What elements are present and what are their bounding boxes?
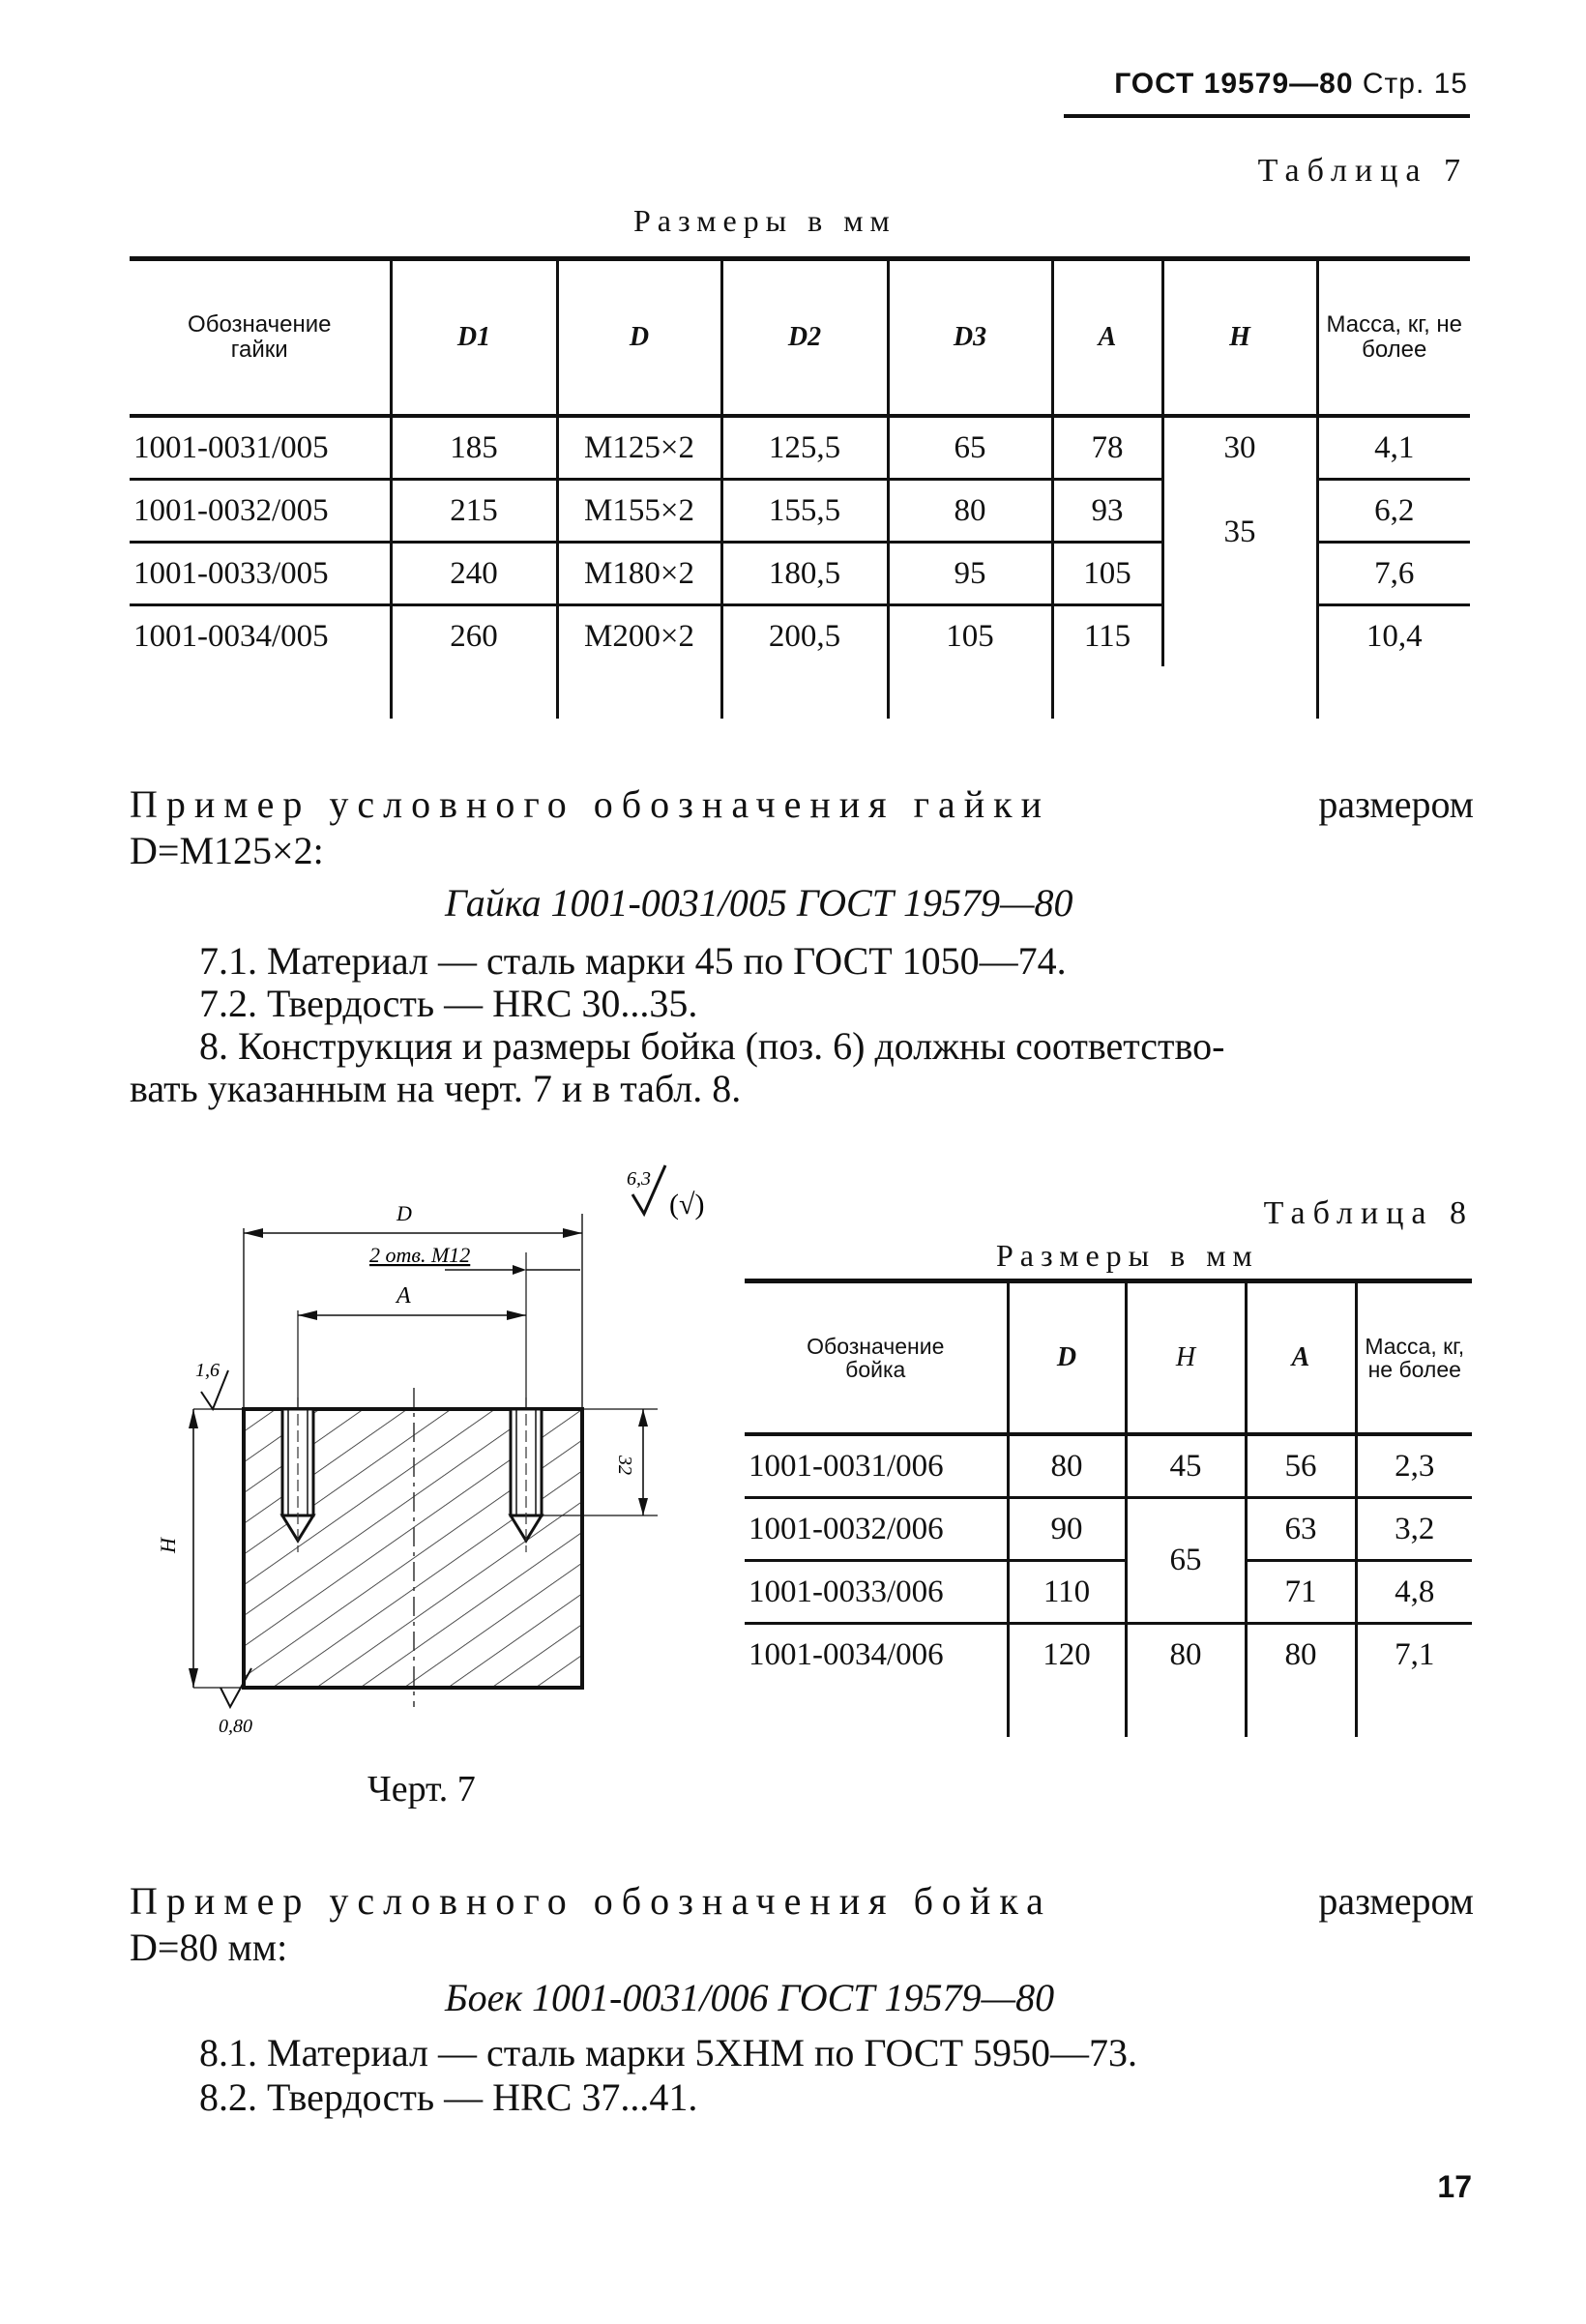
table-cell: 1001-0033/005 [130, 543, 391, 605]
table-cell: 260 [391, 605, 557, 667]
clauses2 [130, 2031, 1474, 2120]
table-row [745, 1434, 1472, 1498]
table-cell: 1001-0031/006 [745, 1434, 1008, 1498]
clauses1 [130, 940, 1474, 1110]
table-cell: 120 [1008, 1624, 1126, 1686]
drawing-figure-7 [155, 1156, 754, 1755]
table7-caption: Таблица 7 [1257, 153, 1468, 189]
page-header [1114, 68, 1468, 101]
example1-text-end: размером [1318, 782, 1474, 826]
table-cell: 180,5 [721, 543, 888, 605]
figure-caption: Черт. 7 [367, 1769, 476, 1809]
table-cell: M125×2 [557, 416, 721, 480]
table-cell: 110 [1008, 1561, 1126, 1624]
table-8 [745, 1279, 1472, 1737]
table7-header-row [130, 259, 1470, 417]
table-cell: M180×2 [557, 543, 721, 605]
table7-sizes-note: Размеры в мм [633, 203, 896, 238]
table-cell: 6,2 [1317, 480, 1470, 543]
roughness-top: 1,6 [195, 1360, 220, 1381]
table-cell: 65 [1126, 1498, 1246, 1624]
table7-header-cell: Масса, кг, не более [1317, 259, 1470, 417]
table8-header-cell: A [1246, 1281, 1356, 1435]
table-cell: 115 [1052, 605, 1162, 667]
table-cell: 65 [888, 416, 1052, 480]
table7-header-cell: D3 [888, 259, 1052, 417]
example2-size: D=80 мм: [130, 1926, 288, 1969]
table8-sizes-note: Размеры в мм [996, 1238, 1259, 1273]
table-cell: M155×2 [557, 480, 721, 543]
dim-label-h: H [156, 1538, 180, 1553]
roughness-other-symbol: (√) [669, 1189, 705, 1221]
dim-label-a: A [396, 1283, 411, 1309]
table-cell: 63 [1246, 1498, 1356, 1561]
table-cell: 7,6 [1317, 543, 1470, 605]
table-cell: 7,1 [1356, 1624, 1472, 1686]
page-label: Стр. 15 [1362, 68, 1468, 100]
table-cell: 95 [888, 543, 1052, 605]
table-cell: 93 [1052, 480, 1162, 543]
table-7 [130, 256, 1470, 719]
table8-header-cell: H [1126, 1281, 1246, 1435]
table8-tail [745, 1685, 1472, 1737]
clause-8-2: 8.2. Твердость — HRC 37...41. [199, 2075, 698, 2119]
clause-7-2: 7.2. Твердость — HRC 30...35. [199, 982, 698, 1025]
header-rule [1064, 114, 1470, 118]
table7-header-cell: D1 [391, 259, 557, 417]
table-row [130, 480, 1470, 543]
table-cell: 1001-0033/006 [745, 1561, 1008, 1624]
table-cell: 105 [1052, 543, 1162, 605]
table-cell: 30 [1162, 416, 1317, 480]
table8-header-cell: Обозначение бойка [745, 1281, 1008, 1435]
table8-caption: Таблица 8 [1263, 1195, 1474, 1231]
example2-designation: Боек 1001-0031/006 ГОСТ 19579—80 [445, 1976, 1055, 2019]
table-cell: 80 [888, 480, 1052, 543]
dim-label-holes: 2 отв. M12 [369, 1243, 471, 1267]
table7-tail [130, 666, 1470, 719]
table-cell: 3,2 [1356, 1498, 1472, 1561]
table7-header-cell: D2 [721, 259, 888, 417]
table-cell: 10,4 [1317, 605, 1470, 667]
example2 [130, 1878, 1474, 1971]
roughness-bottom: 0,80 [219, 1716, 252, 1737]
table-cell: 200,5 [721, 605, 888, 667]
table-cell: 4,1 [1317, 416, 1470, 480]
table-cell: 1001-0032/005 [130, 480, 391, 543]
table-row [745, 1561, 1472, 1624]
clause-7-1: 7.1. Материал — сталь марки 45 по ГОСТ 1050—74. [199, 939, 1067, 983]
table-cell: 4,8 [1356, 1561, 1472, 1624]
table7-header-cell: H [1162, 259, 1317, 417]
page-number: 17 [1437, 2169, 1472, 2204]
example1 [130, 781, 1474, 874]
table-cell: 78 [1052, 416, 1162, 480]
table-cell: 1001-0031/005 [130, 416, 391, 480]
example2-text-end: размером [1318, 1879, 1474, 1923]
standard-number: ГОСТ 19579—80 [1114, 68, 1354, 100]
dim-label-d: D [396, 1201, 412, 1225]
example1-designation: Гайка 1001-0031/005 ГОСТ 19579—80 [445, 881, 1073, 925]
table8-header-cell: D [1008, 1281, 1126, 1435]
table-row [745, 1498, 1472, 1561]
table-cell: 80 [1126, 1624, 1246, 1686]
table-row [130, 416, 1470, 480]
table-cell: 105 [888, 605, 1052, 667]
table-cell: 185 [391, 416, 557, 480]
table-cell: M200×2 [557, 605, 721, 667]
table-cell: 1001-0034/006 [749, 1636, 944, 1672]
table-cell: 1001-0034/005 [133, 618, 329, 654]
table-cell: 71 [1246, 1561, 1356, 1624]
table-cell: 155,5 [721, 480, 888, 543]
table-cell [1162, 480, 1317, 667]
clause-8-1: 8.1. Материал — сталь марки 5ХНМ по ГОСТ 5950—73. [199, 2031, 1138, 2074]
table8-header-cell: Масса, кг, не более [1356, 1281, 1472, 1435]
table-cell: 215 [391, 480, 557, 543]
example2-text: Пример условного обозначения бойка [130, 1879, 1052, 1923]
table-cell: 240 [391, 543, 557, 605]
table8-header-row [745, 1281, 1472, 1435]
table-cell: 80 [1008, 1434, 1126, 1498]
table-cell: 2,3 [1356, 1434, 1472, 1498]
dim-label-depth: 32 [614, 1456, 635, 1475]
example1-size: D=M125×2: [130, 829, 324, 872]
clause-8: 8. Конструкция и размеры бойка (поз. 6) должны соответство- [199, 1024, 1225, 1068]
table-cell: 56 [1246, 1434, 1356, 1498]
table-cell-h-merged: 35 [1223, 514, 1256, 549]
table-cell: 80 [1246, 1624, 1356, 1686]
table-cell: 45 [1126, 1434, 1246, 1498]
table-row [745, 1624, 1472, 1686]
example1-text: Пример условного обозначения гайки [130, 782, 1050, 826]
table-cell: 125,5 [721, 416, 888, 480]
table-cell: 90 [1008, 1498, 1126, 1561]
table7-header-cell: D [557, 259, 721, 417]
table7-header-cell: A [1052, 259, 1162, 417]
roughness-main: 6,3 [627, 1168, 651, 1190]
table7-header-cell: Обозначение гайки [130, 259, 391, 417]
table-cell: 1001-0032/006 [745, 1498, 1008, 1561]
clause-8-cont: вать указанным на черт. 7 и в табл. 8. [130, 1067, 742, 1110]
